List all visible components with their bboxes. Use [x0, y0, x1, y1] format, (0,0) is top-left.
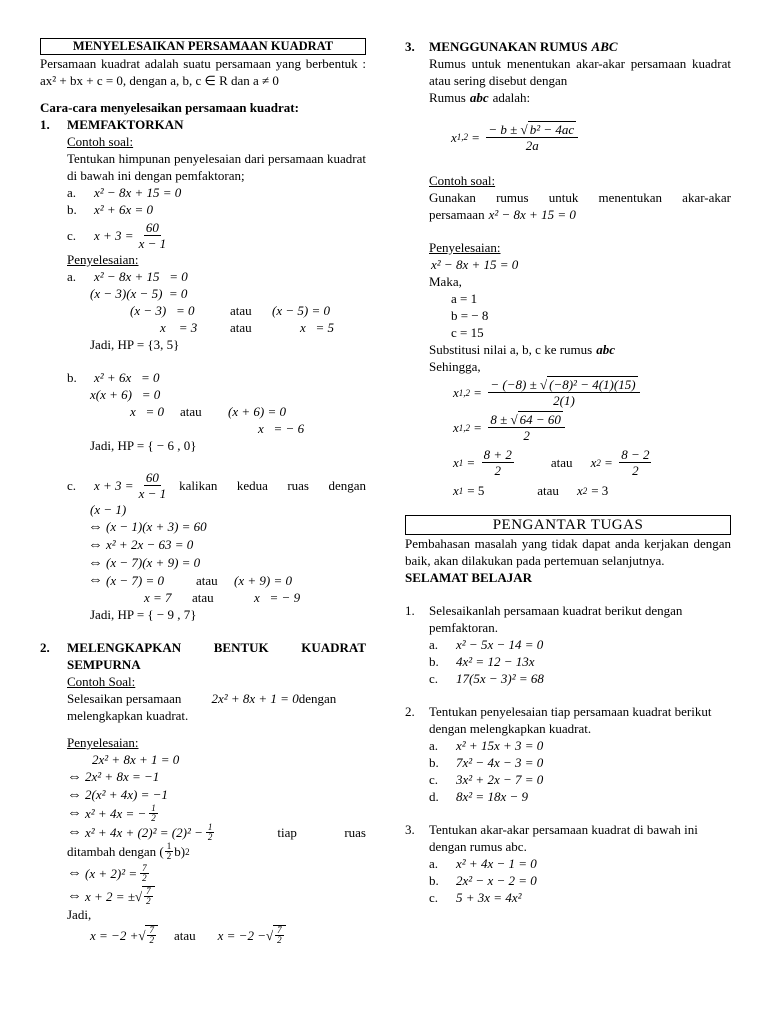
- equation: 3x² + 2x − 7 = 0: [456, 772, 544, 787]
- equation: x = 3: [160, 320, 198, 335]
- equation: 2(x² + 4x) = −1: [85, 787, 168, 802]
- item-label: a.: [67, 185, 77, 200]
- method1-title: MEMFAKTORKAN: [67, 117, 184, 132]
- equation: x = −2 −: [217, 927, 266, 943]
- radicand: b² − 4ac: [529, 121, 575, 137]
- denominator: 2: [277, 935, 282, 945]
- numerator: 60: [145, 220, 159, 235]
- word-ruas: ruas: [344, 825, 366, 840]
- word-atau: atau: [230, 320, 252, 335]
- method2-title: MELENGKAPKAN BENTUK KUADRAT SEMPURNA: [67, 640, 366, 672]
- task-text: dengan: [298, 691, 337, 706]
- method3-title: MENGGUNAKAN RUMUS: [429, 39, 588, 54]
- equation: x² − 8x + 15 = 0: [431, 257, 519, 272]
- equation: 17(5x − 3)² = 68: [456, 671, 544, 686]
- equation: 2x² − x − 2 = 0: [456, 873, 537, 888]
- item-label: c.: [67, 478, 77, 493]
- denominator: 2: [494, 463, 502, 478]
- section-number: 2.: [40, 640, 50, 655]
- equation: 2x² + 8x + 1 = 0: [211, 691, 299, 706]
- equation: x² + 4x + (2)² = (2)² −: [85, 825, 203, 840]
- equation: (x + 9) = 0: [234, 573, 292, 588]
- equation: x² + 15x + 3 = 0: [456, 738, 544, 753]
- equation: x² + 4x − 1 = 0: [456, 856, 537, 871]
- word-tiap: tiap: [277, 825, 297, 840]
- equation: (x − 1)(x + 3) = 60: [106, 519, 207, 534]
- numerator: 7: [149, 925, 154, 935]
- item-label: c.: [429, 772, 439, 787]
- equation: x² − 5x − 14 = 0: [456, 637, 544, 652]
- item-label: b.: [67, 370, 77, 385]
- conclusion-label: Jadi,: [67, 907, 92, 922]
- result: Jadi, HP = { − 6 , 0}: [90, 438, 197, 453]
- item-label: a.: [429, 856, 439, 871]
- equation: (x + 2)² =: [85, 866, 138, 881]
- equation: x = − 6: [258, 421, 305, 436]
- equation: (x − 7)(x + 9) = 0: [106, 555, 201, 570]
- example-task: Tentukan himpunan penyelesaian dari persamaan kuadrat di bawah ini dengan pemfaktoran;: [67, 151, 366, 183]
- instruction-text: kalikan kedua ruas dengan: [179, 478, 366, 493]
- equation: x = 7: [144, 590, 172, 605]
- method3-intro: Rumus untuk menentukan akar-akar persamaan kuadrat atau sering disebut dengan: [429, 56, 731, 88]
- example-label: Contoh Soal:: [67, 674, 136, 689]
- equation: x² + 4x = −: [85, 806, 147, 821]
- numerator: 8 + 2: [483, 447, 512, 462]
- question-number: 2.: [405, 704, 415, 719]
- item-label: d.: [429, 789, 439, 804]
- numerator: 7: [146, 886, 151, 896]
- item-label: b.: [67, 202, 77, 217]
- denominator: 2: [142, 873, 147, 883]
- radicand: 64 − 60: [519, 412, 561, 427]
- greeting: SELAMAT BELAJAR: [405, 570, 533, 585]
- numerator: 1: [151, 803, 156, 813]
- item-label: b.: [429, 755, 439, 770]
- denominator: 2: [632, 463, 639, 478]
- result: Jadi, HP = { − 9 , 7}: [90, 607, 197, 622]
- item-label: b.: [429, 873, 439, 888]
- text: adalah:: [492, 90, 531, 105]
- iff-symbol: ⇔: [67, 865, 82, 881]
- denominator: 2(1): [553, 393, 575, 408]
- root-x2: = 3: [591, 483, 609, 498]
- radicand: (−8)² − 4(1)(15): [549, 377, 636, 392]
- equation: x + 3 =: [94, 478, 134, 493]
- equation: x² + 6x = 0: [94, 202, 153, 217]
- denominator: 2: [151, 813, 156, 823]
- equation: x² − 8x + 15 = 0: [94, 185, 182, 200]
- assignment-title: PENGANTAR TUGAS: [405, 515, 731, 535]
- numerator: − (−8) ±: [490, 377, 537, 392]
- equation: x² − 8x + 15 = 0: [488, 207, 576, 222]
- solution-label: Penyelesaian:: [67, 252, 139, 267]
- denominator: 2a: [525, 137, 539, 153]
- text: abc: [596, 342, 615, 357]
- word-atau: atau: [537, 483, 559, 498]
- numerator: 60: [145, 470, 159, 485]
- quadratic-formula: $\frac{\text{− b ± √ b² − 4ac}}{2a}$: [486, 122, 578, 153]
- iff-symbol: ⇔: [88, 572, 103, 588]
- word-atau: atau: [192, 590, 214, 605]
- word-atau: atau: [230, 303, 252, 318]
- equation: 7x² − 4x − 3 = 0: [456, 755, 544, 770]
- question-2: Tentukan penyelesaian tiap persamaan kuadrat berikut dengan melengkapkan kuadrat.: [429, 704, 712, 736]
- equation: x(x + 6) = 0: [90, 387, 161, 402]
- equation: 4x² = 12 − 13x: [456, 654, 535, 669]
- section-number: 1.: [40, 117, 50, 132]
- numerator: 1: [166, 841, 172, 851]
- numerator: 8 − 2: [621, 447, 650, 462]
- root-x1: = 5: [467, 483, 485, 498]
- equation: x + 3 =: [94, 228, 134, 243]
- equation: (x − 7) = 0: [106, 573, 164, 588]
- section-number: 3.: [405, 39, 415, 54]
- denominator: x − 1: [138, 236, 167, 251]
- denominator: x − 1: [138, 486, 167, 501]
- word-atau: atau: [180, 404, 202, 419]
- section-title: MENYELESAIKAN PERSAMAAN KUADRAT: [40, 38, 366, 55]
- iff-symbol: ⇔: [67, 769, 82, 785]
- iff-symbol: ⇔: [67, 824, 82, 840]
- text: Substitusi nilai a, b, c ke rumus: [429, 342, 593, 357]
- equation: x = 5: [300, 320, 335, 335]
- fraction: [137, 470, 169, 501]
- iff-symbol: ⇔: [88, 519, 103, 535]
- numerator: − b ±: [488, 121, 518, 137]
- question-number: 3.: [405, 822, 415, 837]
- numerator: 7: [142, 863, 147, 873]
- item-label: c.: [429, 890, 439, 905]
- denominator: 2: [523, 428, 530, 443]
- result: Jadi, HP = {3, 5}: [90, 337, 180, 352]
- text: Maka,: [429, 274, 462, 289]
- example-label: Contoh soal:: [67, 134, 134, 149]
- coefficient-a: a = 1: [451, 291, 478, 306]
- text: Rumus: [429, 90, 466, 105]
- example-label: Contoh soal:: [429, 173, 496, 188]
- iff-symbol: ⇔: [67, 805, 82, 821]
- method3-title-abc: ABC: [591, 39, 618, 54]
- question-3: Tentukan akar-akar persamaan kuadrat di bawah ini dengan rumus abc.: [429, 822, 698, 854]
- solution-label: Penyelesaian:: [67, 735, 139, 750]
- equation: x = 0: [130, 404, 165, 419]
- equation: (x − 3)(x − 5) = 0: [90, 286, 188, 301]
- item-label: b.: [429, 654, 439, 669]
- word-atau: atau: [550, 455, 573, 470]
- item-label: a.: [429, 738, 439, 753]
- iff-symbol: ⇔: [67, 887, 82, 904]
- equation: x = −2 +: [90, 927, 139, 943]
- word-atau: atau: [196, 573, 218, 588]
- iff-symbol: ⇔: [88, 537, 103, 553]
- item-label: c.: [429, 671, 439, 686]
- equation: x² + 6x = 0: [94, 370, 160, 385]
- denominator: 2: [207, 832, 213, 842]
- text: ditambah dengan (: [67, 844, 164, 859]
- fraction: [137, 220, 169, 251]
- right-column: 3. MENGGUNAKAN RUMUS ABC Rumus untuk menentukan akar-akar persamaan kuadrat atau sering disebut dengan Rumus abc adalah: x 1,2 = $\frac{\text{− b ± √ b² − 4ac}}{2a}$ Contoh soal: Gunakan rumus untuk menentukan akar-akar persamaan x² − 8x + 15 = 0 Penyelesaian: x² − 8x + 15 = 0 Maka, a = 1 b = − 8 c = 15 Substitusi nilai a, b, c ke rumus abc Sehingga, x 1,2 = $\frac{\text{− (−8) ± √ (−8)² − 4(1)(15)}}{2(1)}$ x 1,2 = $\frac{8 \pm √ 64 - 60}{2}$ x 1 = $\frac{8 + 2}{2}$ atau x 2 = $\frac{8 - 2}{2}$ x 1 = 5 atau x 2 = 3 PENGANTAR TUGAS Pembahasan masalah yang tidak dapat anda kerjakan dengan baik, akan dilakukan pada pertemuan selanjutnya. SELAMAT BELAJAR 1. Selesaikanlah persamaan kuadrat berikut dengan pemfaktoran. a. x² − 5x − 14 = 0 b. 4x² = 12 − 13x c. 17(5x − 3)² = 68 2. Tentukan penyelesaian tiap persamaan kuadrat berikut dengan melengkapkan kuadrat. a. x² + 15x + 3 = 0 b. 7x² − 4x − 3 = 0 c. 3x² + 2x − 7 = 0 d. 8x² = 18x − 9 3. Tentukan akar-akar persamaan kuadrat di bawah ini dengan rumus abc. a. x² + 4x − 1 = 0 b. 2x² − x − 2 = 0 c. 5 + 3x = 4x²: [405, 39, 731, 905]
- question-number: 1.: [405, 603, 415, 618]
- task-text: melengkapkan kuadrat.: [67, 708, 189, 723]
- denominator: 2: [149, 935, 154, 945]
- left-column: MENYELESAIKAN PERSAMAAN KUADRAT Persamaan kuadrat adalah suatu persamaan yang berbentuk : ax² + bx + c = 0, dengan a, b, c ∈ R dan a ≠ 0 Cara-cara menyelesaikan persamaan kuadrat: 1. MEMFAKTORKAN Contoh soal: Tentukan himpunan penyelesaian dari persamaan kuadrat di bawah ini dengan pemfaktoran; a. x² − 8x + 15 = 0 b. x² + 6x = 0 c. x + 3 = $\frac{60}{x - 1}$ Penyelesaian: a. x² − 8x + 15 = 0 (x − 3)(x − 5) = 0 (x − 3) = 0 atau (x − 5) = 0 x = 3 atau x = 5 Jadi, HP = {3, 5} b. x² + 6x = 0 x(x + 6) = 0 x = 0 atau (x + 6) = 0 x = − 6 Jadi, HP = { − 6 , 0} c. x + 3 = $\frac{60}{x - 1}$ kalikan kedua ruas dengan (x − 1) ⇔ (x − 1)(x + 3) = 60 ⇔ x² + 2x − 63 = 0 ⇔ (x − 7)(x + 9) = 0 ⇔ (x − 7) = 0 atau (x + 9) = 0 x = 7 atau x = − 9 Jadi, HP = { − 9 , 7} 2. MELENGKAPKAN BENTUK KUADRAT SEMPURNA Contoh Soal: Selesaikan persamaan 2x² + 8x + 1 = 0 dengan melengkapkan kuadrat. Penyelesaian: 2x² + 8x + 1 = 0 ⇔ 2x² + 8x = −1 ⇔ 2(x² + 4x) = −1 ⇔ x² + 4x = − $\frac{1}{2}$ ⇔ x² + 4x + (2)² = (2)² − $\frac{1}{2}$ tiap ruas ditambah dengan ( $\frac{1}{2}$ b) 2 ⇔ (x + 2)² = $\frac{7}{2}$ ⇔ x + 2 = ± √ $\frac{7}{2}$ Jadi, x = −2 + √ $\frac{7}{2}$ atau x = −2 − √ $\frac{7}{2}$: [40, 39, 366, 945]
- equation: 2x² + 8x = −1: [85, 769, 160, 784]
- equation: 8x² = 18x − 9: [456, 789, 528, 804]
- equation: x² + 2x − 63 = 0: [106, 537, 194, 552]
- solution-label: Penyelesaian:: [429, 240, 501, 255]
- item-label: a.: [429, 637, 439, 652]
- equation: x + 2 = ±: [85, 888, 135, 904]
- equation: (x + 6) = 0: [228, 404, 286, 419]
- methods-heading: Cara-cara menyelesaikan persamaan kuadrat:: [40, 100, 299, 115]
- coefficient-c: c = 15: [451, 325, 484, 340]
- intro-paragraph: Persamaan kuadrat adalah suatu persamaan yang berbentuk : ax² + bx + c = 0, dengan a, b, c ∈ R dan a ≠ 0: [40, 56, 366, 88]
- equation: (x − 1): [90, 502, 127, 517]
- numerator: 8 ±: [490, 412, 508, 427]
- task-text: Selesaikan persamaan: [67, 691, 182, 706]
- word-atau: atau: [173, 927, 196, 943]
- coefficient-b: b = − 8: [451, 308, 489, 323]
- formula-lhs: x: [451, 129, 457, 145]
- question-1: Selesaikanlah persamaan kuadrat berikut dengan pemfaktoran.: [429, 603, 683, 635]
- equation: (x − 5) = 0: [272, 303, 330, 318]
- iff-symbol: ⇔: [67, 787, 82, 803]
- equation: 2x² + 8x + 1 = 0: [92, 752, 180, 767]
- formula-lhs: x: [453, 385, 459, 400]
- numerator: 7: [277, 925, 282, 935]
- text: abc: [469, 90, 489, 105]
- assignment-intro: Pembahasan masalah yang tidak dapat anda kerjakan dengan baik, akan dilakukan pada pertemuan selanjutnya.: [405, 536, 731, 568]
- formula-lhs: x: [453, 420, 459, 435]
- numerator: 1: [207, 822, 213, 832]
- item-label: a.: [67, 269, 77, 284]
- example-task: Gunakan rumus untuk menentukan akar-akar persamaan x² − 8x + 15 = 0: [429, 190, 731, 222]
- text: Sehingga,: [429, 359, 481, 374]
- equation: 5 + 3x = 4x²: [456, 890, 522, 905]
- equation: (x − 3) = 0: [130, 303, 195, 318]
- equation: x = − 9: [254, 590, 301, 605]
- iff-symbol: ⇔: [88, 555, 103, 571]
- equation: x² − 8x + 15 = 0: [94, 269, 188, 284]
- denominator: 2: [146, 896, 151, 906]
- text: b): [174, 844, 186, 859]
- item-label: c.: [67, 228, 77, 243]
- denominator: 2: [166, 851, 172, 861]
